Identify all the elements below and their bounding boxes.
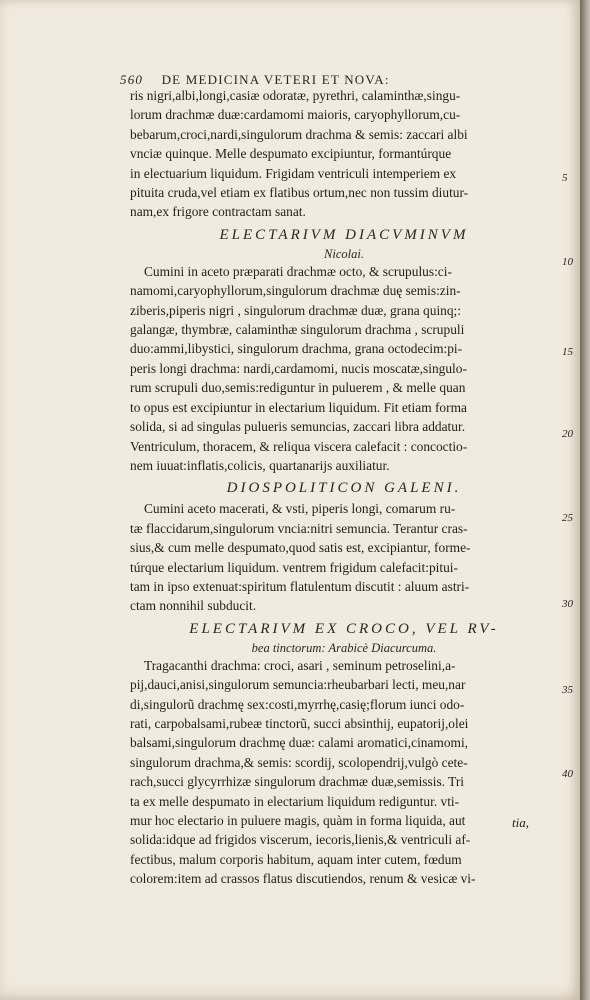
text-line: peris longi drachma: nardi,cardamomi, nucis moscatæ,singulo- [130, 360, 467, 376]
text-line: tam in ipso extenuat:spiritum flatulentum discutit : aluum astri- [130, 578, 470, 594]
section-subheading: Nicolai. [324, 246, 364, 261]
margin-line-number: 5 [562, 172, 568, 184]
margin-line-number: 10 [562, 256, 573, 268]
text-line: singulorum drachma,& semis: scordij, scolopendrij,vulgò cete- [130, 754, 468, 770]
margin-line-number: 40 [562, 768, 573, 780]
section-paragraph [130, 262, 558, 475]
section-heading: ELECTARIVM DIACVMINVM [219, 226, 469, 243]
text-line: to opus est excipiuntur in electarium liquidum. Fit etiam forma [130, 399, 467, 415]
text-line: pituita cruda,vel etiam ex flatibus ortum,nec non tussim diutur- [130, 185, 469, 201]
text-line: ris nigri,albi,longi,casiæ odoratæ, pyrethri, calaminthæ,singu- [130, 88, 461, 103]
catchword: tia, [512, 815, 529, 830]
margin-line-number: 30 [562, 598, 573, 610]
text-line: rach,succi glycyrrhizæ singulorum drachmæ duæ,semissis. Tri [130, 774, 464, 790]
text-line: fectibus, malum corporis habitum, aquam inter cutem, fœdum [130, 851, 462, 867]
section-paragraph [130, 656, 558, 889]
page-number: 560 [120, 72, 144, 87]
text-line: Cumini in aceto præparati drachmæ octo, & scrupulus:ci- [144, 263, 452, 279]
text-line: sius,& cum melle despumato,quod satis est, excipiantur, forme- [130, 540, 471, 556]
text-line: rum scrupuli duo,semis:rediguntur in puluerem , & melle quan [130, 380, 466, 396]
section-heading: ELECTARIVM EX CROCO, VEL RV- [189, 620, 499, 637]
text-line: solida:idque ad frigidos viscerum, iecoris,lienis,& ventriculi af- [130, 832, 471, 848]
text-line: mur hoc electario in puluere magis, quàm in forma liquida, aut [130, 813, 466, 828]
text-line: vnciæ quinque. Melle despumato excipiuntur, formantúrque [130, 146, 452, 162]
text-line: in electuarium liquidum. Frigidam ventriculi intemperiem ex [130, 165, 457, 181]
text-line: nem iuuat:inflatis,colicis, quartanarijs auxiliatur. [130, 457, 390, 473]
margin-line-number: 20 [562, 428, 573, 440]
text-line: ziberis,piperis nigri , singulorum drachmæ duæ, grana quinq;: [130, 302, 461, 318]
intro-paragraph [130, 86, 558, 222]
text-line: namomi,caryophyllorum,singulorum drachmæ duę semis:zin- [130, 283, 461, 299]
text-line: nam,ex frigore contractam sanat. [130, 204, 306, 220]
text-line: Ventriculum, thoracem, & reliqua viscera calefacit : concoctio- [130, 438, 468, 454]
margin-line-number: 35 [562, 684, 573, 696]
text-line: duo:ammi,libystici, singulorum drachma, grana octodecim:pi- [130, 341, 463, 357]
text-line: balsami,singulorum drachmę duæ: calami aromatici,cinamomi, [130, 735, 469, 751]
text-line: Tragacanthi drachma: croci, asari , seminum petroselini,a- [144, 657, 456, 673]
text-line: Cumini aceto macerati, & vsti, piperis longi, comarum ru- [144, 501, 456, 517]
section-heading: DIOSPOLITICON GALENI. [226, 480, 462, 497]
text-line: lorum drachmæ duæ:cardamomi maioris, caryophyllorum,cu- [130, 107, 461, 123]
text-line: colorem:item ad crassos flatus discutiendos, renum & vesicæ vi- [130, 871, 476, 887]
text-line: pij,dauci,anisi,singulorum semuncia:rheubarbari lecti, meu,nar [130, 677, 466, 693]
section-paragraph [130, 499, 558, 615]
text-line: solida, si ad singulas pulueris semuncias, zaccari libra addatur. [130, 419, 466, 435]
running-title: DE MEDICINA VETERI ET NOVA: [161, 72, 390, 87]
text-line: bebarum,croci,nardi,singulorum drachma & semis: zaccari albi [130, 126, 468, 142]
text-line: túrque electarium liquidum. ventrem frigidum calefacit:pitui- [130, 559, 458, 575]
text-line: ta ex melle despumato in electarium liquidum rediguntur. vti- [130, 793, 460, 809]
text-line: rati, carpobalsami,rubeæ tinctorũ, succi absinthij, eupatorij,olei [130, 715, 469, 731]
section-subheading: bea tinctorum: Arabicè Diacurcuma. [251, 640, 437, 655]
text-line: tæ flaccidarum,singulorum vncia:nitri semuncia. Terantur cras- [130, 520, 468, 536]
text-line: galangæ, thymbræ, calaminthæ singulorum drachma , scrupuli [130, 322, 465, 338]
margin-line-number: 15 [562, 346, 573, 358]
text-line: ctam nonnihil subducit. [130, 598, 257, 614]
margin-line-number: 25 [562, 512, 573, 524]
page-body [130, 86, 558, 889]
text-line: di,singulorũ drachmę sex:costi,myrrhę,casię;florum iunci odo- [130, 696, 465, 712]
page-edge-shadow [580, 0, 590, 1000]
